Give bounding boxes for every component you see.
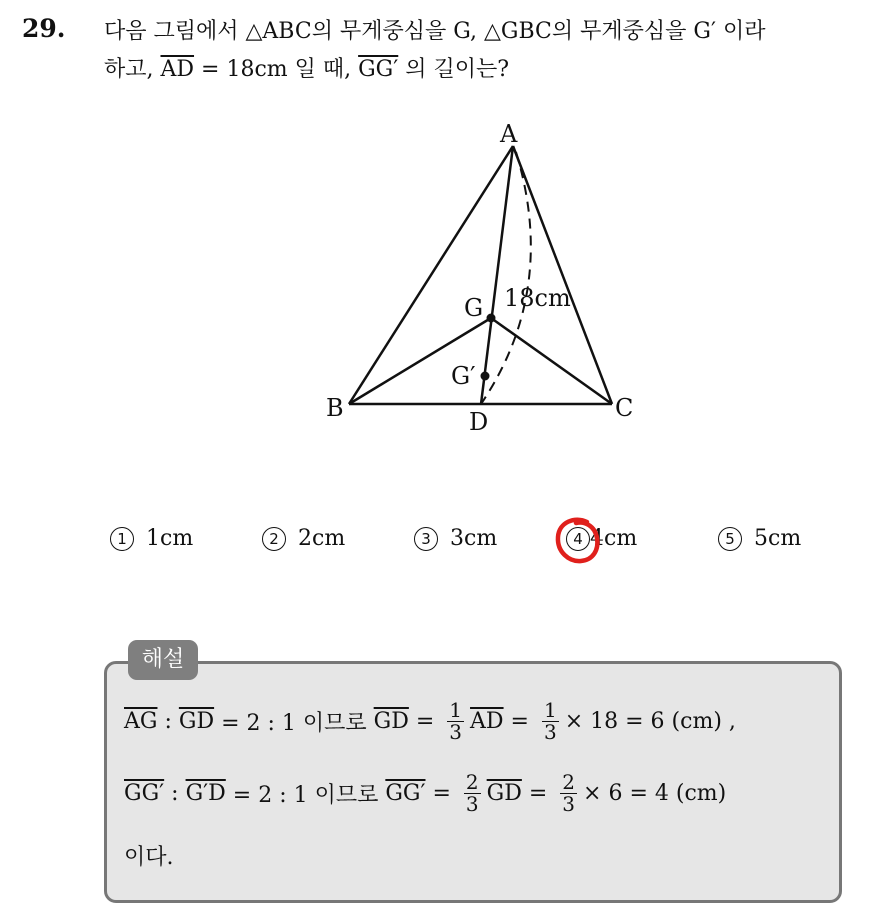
choice-label: 2cm — [298, 526, 346, 551]
choice-2[interactable] — [262, 526, 345, 551]
choice-number: 4 — [566, 527, 590, 551]
segment-gg: GG′ — [385, 781, 426, 806]
solution-text: × 18 = 6 (cm) , — [564, 709, 736, 734]
solution-text: = — [521, 781, 555, 806]
solution-line2 — [124, 772, 726, 815]
solution-text: × 6 = 4 (cm) — [583, 781, 727, 806]
fraction-numerator: 2 — [562, 770, 576, 794]
length-arc — [481, 152, 531, 404]
question-text-part: 의 길이는? — [398, 57, 510, 82]
fraction-numerator: 1 — [543, 698, 557, 722]
fraction — [560, 772, 577, 815]
solution-line3: 이다. — [124, 845, 174, 870]
label-gprime: G′ — [451, 362, 476, 390]
choice-number: 1 — [110, 527, 134, 551]
choice-number: 5 — [718, 527, 742, 551]
fraction-numerator: 2 — [465, 770, 479, 794]
answer-mark-icon — [551, 512, 603, 568]
question-text-part: = 18cm 일 때, — [194, 57, 359, 82]
choice-label: 5cm — [754, 526, 802, 551]
choice-number: 3 — [414, 527, 438, 551]
fraction — [464, 772, 481, 815]
solution-text: = — [503, 709, 536, 734]
segment-gg: GG′ — [358, 57, 399, 82]
segment-ad: $\overline{AD}$ — [470, 709, 504, 734]
choice-label: 4cm — [590, 526, 638, 551]
choice-number: 2 — [262, 527, 286, 551]
choice-1[interactable] — [110, 526, 193, 551]
solution-tag: 해설 — [128, 640, 198, 680]
fraction-denominator: 3 — [562, 792, 576, 816]
label-b: B — [326, 394, 344, 422]
side-ab — [349, 146, 513, 404]
fraction-denominator: 3 — [465, 792, 479, 816]
fraction-denominator: 3 — [543, 720, 557, 744]
side-ac — [513, 146, 612, 404]
label-g: G — [464, 294, 484, 322]
fraction-numerator: 1 — [449, 698, 463, 722]
choice-label: 3cm — [450, 526, 498, 551]
centroid-g-point — [487, 314, 496, 323]
segment-gc — [491, 318, 612, 404]
solution-text: = 2 : 1 이므로 — [225, 783, 386, 808]
fraction-denominator: 3 — [449, 720, 463, 744]
label-d: D — [469, 408, 489, 436]
segment-gb — [349, 318, 491, 404]
segment-ad: $\overline{AD}$ — [160, 57, 195, 82]
question-text-line1: 다음 그림에서 △ABC의 무게중심을 G, △GBC의 무게중심을 G′ 이라 — [104, 19, 766, 44]
solution-text: : — [164, 781, 186, 806]
label-c: C — [615, 394, 634, 422]
centroid-gprime-point — [481, 372, 490, 381]
segment-ag: $\overline{AG}$ — [124, 709, 158, 734]
fraction — [447, 700, 464, 743]
question-text-part: 하고, — [104, 57, 161, 82]
solution-text: : — [157, 709, 179, 734]
segment-gg: GG′ — [124, 781, 165, 806]
segment-gd: $\overline{GD}$ — [178, 709, 215, 734]
segment-gprime-d: G′D — [185, 781, 226, 806]
fraction — [542, 700, 559, 743]
solution-line1 — [124, 700, 736, 743]
median-ad — [481, 146, 513, 404]
solution-text: = — [408, 709, 442, 734]
question-number: 29. — [22, 14, 66, 43]
label-a: A — [500, 120, 518, 148]
choice-3[interactable] — [414, 526, 497, 551]
segment-gd: $\overline{GD}$ — [486, 781, 522, 806]
solution-text: = — [425, 781, 458, 806]
choice-label: 1cm — [146, 526, 194, 551]
label-length: 18cm — [504, 284, 571, 312]
solution-text: = 2 : 1 이므로 — [214, 711, 374, 736]
segment-gd: $\overline{GD}$ — [373, 709, 409, 734]
choice-5[interactable] — [718, 526, 801, 551]
